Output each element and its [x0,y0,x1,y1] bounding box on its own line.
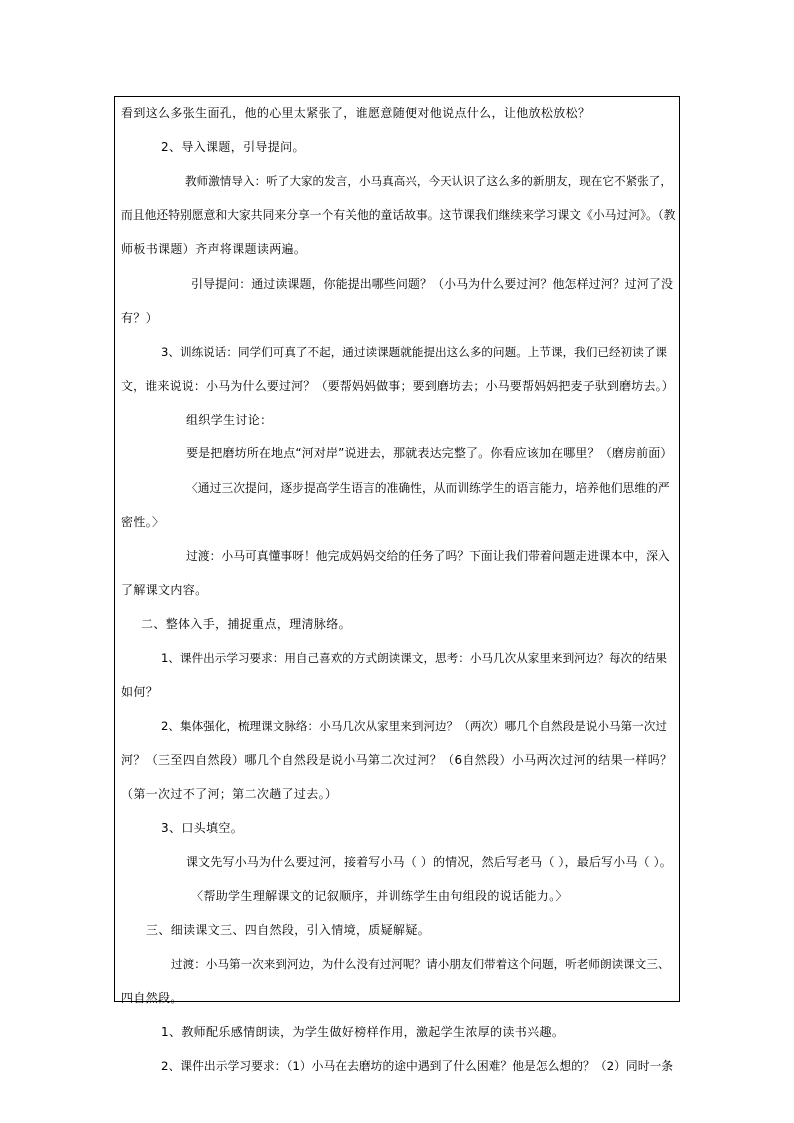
text-line-26: 过渡：小马第一次来到河边，为什么没有过河呢？请小朋友们带着这个问题，听老师朗读课文三、 [171,957,670,971]
text-line-27: 四自然段。 [121,991,183,1005]
text-line-13: 密性。〉 [121,515,165,529]
text-line-6: 引导提问：通过读课题，你能提出哪些问题？（小马为什么要过河？他怎样过河？过河了没 [191,277,674,291]
text-line-9: 文，谁来说说：小马为什么要过河？（要帮妈妈做事；要到磨坊去；小马要帮妈妈把麦子驮到磨坊去。） [121,379,674,393]
text-line-22: 3、口头填空。 [161,821,244,835]
text-line-8: 3、训练说话：同学们可真了不起，通过读课题就能提出这么多的问题。上节课，我们已经初读了课 [161,345,667,359]
text-line-16: 二、整体入手，捕捉重点，理清脉络。 [141,617,351,631]
text-line-25: 三、细读课文三、四自然段，引入情境，质疑解疑。 [146,923,431,937]
text-line-15: 了解课文内容。 [121,583,208,597]
text-line-10: 组织学生讨论： [186,413,273,427]
text-line-1: 看到这么多张生面孔，他的心里太紧张了，谁愿意随便对他说点什么，让他放松放松？ [121,106,591,120]
text-line-29: 2、课件出示学习要求：（1）小马在去磨坊的途中遇到了什么困难？他是怎么想的？（2）同时一条 [161,1059,674,1073]
text-line-2: 2、导入课题，引导提问。 [161,140,305,154]
text-line-17: 1、课件出示学习要求：用自己喜欢的方式朗读课文，思考：小马几次从家里来到河边？每次的结果 [161,651,667,665]
text-line-5: 师板书课题）齐声将课题读两遍。 [121,242,307,256]
text-line-4: 而且他还特别愿意和大家共同来分享一个有关他的童话故事。这节课我们继续来学习课文《小马过河》。（教 [121,208,676,222]
lesson-plan-table-cell [114,96,680,1073]
text-line-3: 教师激情导入：听了大家的发言，小马真高兴，今天认识了这么多的新朋友，现在它不紧张了， [185,174,672,188]
text-line-28: 1、教师配乐感情朗读，为学生做好榜样作用，激起学生浓厚的读书兴趣。 [161,1025,565,1039]
text-line-24: 〈帮助学生理解课文的记叙顺序，并训练学生由句组段的说话能力。〉 [191,889,568,903]
text-line-14: 过渡：小马可真懂事呀！他完成妈妈交给的任务了吗？下面让我们带着问题走进课本中，深入 [186,549,670,563]
text-line-19: 2、集体强化，梳理课文脉络：小马几次从家里来到河边？（两次）哪几个自然段是说小马第一次过 [161,719,667,733]
text-line-21: （第一次过不了河；第二次趟了过去。） [121,787,338,801]
text-line-12: 〈通过三次提问，逐步提高学生语言的准确性，从而训练学生的语言能力，培养他们思维的严 [186,481,670,495]
text-line-20: 河？（三至四自然段）哪几个自然段是说小马第二次过河？（6自然段）小马两次过河的结果一样吗？ [121,753,673,767]
text-line-11: 要是把磨坊所在地点“河对岸”说进去，那就表达完整了。你看应该加在哪里？（磨房前面） [186,446,673,460]
text-line-18: 如何？ [121,685,159,699]
text-line-7: 有？） [121,311,159,325]
text-line-23: 课文先写小马为什么要过河，接着写小马（ ）的情况，然后写老马（ ），最后写小马（ ）。 [186,855,672,869]
